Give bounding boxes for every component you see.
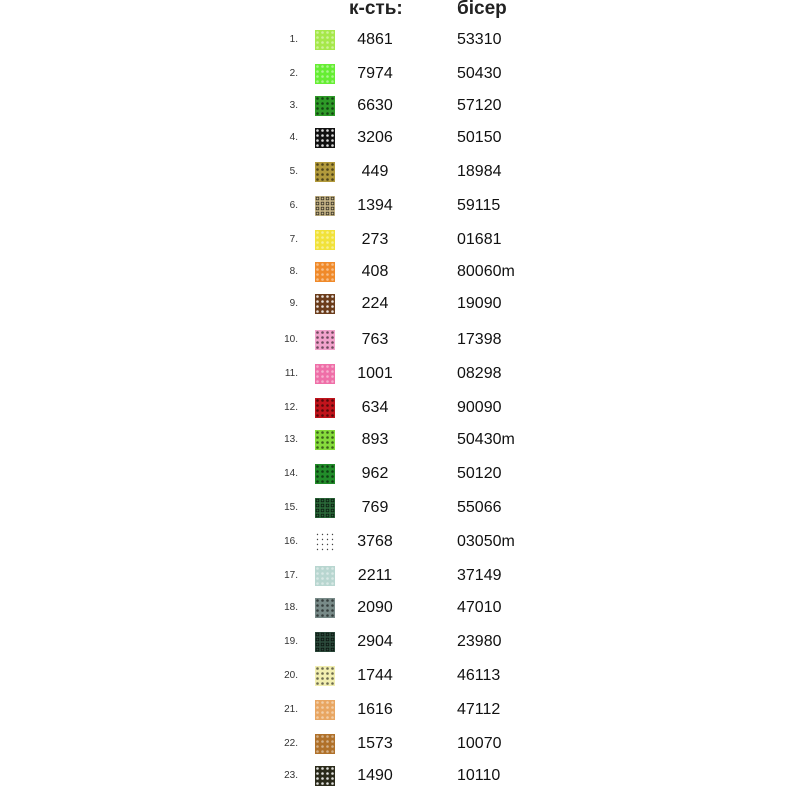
color-swatch-icon — [315, 30, 335, 50]
color-swatch-icon — [315, 430, 335, 450]
bead-column-header: бісер — [457, 0, 507, 19]
legend-row — [0, 492, 800, 524]
row-number: 23. — [284, 770, 298, 781]
legend-row — [0, 760, 800, 792]
color-swatch-icon — [315, 734, 335, 754]
row-number: 20. — [284, 670, 298, 681]
stitch-count: 408 — [361, 263, 389, 280]
color-swatch-icon — [315, 566, 335, 586]
stitch-count: 1573 — [357, 735, 393, 752]
bead-code: 57120 — [457, 97, 502, 114]
stitch-count: 2904 — [357, 633, 393, 650]
row-number: 7. — [289, 234, 298, 245]
bead-code: 10070 — [457, 735, 502, 752]
color-swatch-icon — [315, 364, 335, 384]
row-number: 4. — [289, 132, 298, 143]
legend-row — [0, 660, 800, 692]
legend-row — [0, 592, 800, 624]
bead-code: 47010 — [457, 599, 502, 616]
color-swatch-icon — [315, 64, 335, 84]
color-swatch-icon — [315, 128, 335, 148]
color-swatch-icon — [315, 598, 335, 618]
stitch-count: 1744 — [357, 667, 393, 684]
color-swatch-icon — [315, 262, 335, 282]
legend-row — [0, 626, 800, 658]
row-number: 16. — [284, 536, 298, 547]
bead-code: 37149 — [457, 567, 502, 584]
row-number: 14. — [284, 468, 298, 479]
row-number: 3. — [289, 100, 298, 111]
legend-row — [0, 122, 800, 154]
stitch-count: 763 — [361, 331, 389, 348]
bead-code: 80060m — [457, 263, 515, 280]
stitch-count: 1001 — [357, 365, 393, 382]
count-column-header: к-сть: — [349, 0, 403, 19]
color-swatch-icon — [315, 196, 335, 216]
color-swatch-icon — [315, 398, 335, 418]
color-swatch-icon — [315, 666, 335, 686]
stitch-count: 2211 — [357, 567, 393, 584]
color-swatch-icon — [315, 532, 335, 552]
row-number: 22. — [284, 738, 298, 749]
bead-code: 50430 — [457, 65, 502, 82]
color-swatch-icon — [315, 330, 335, 350]
row-number: 19. — [284, 636, 298, 647]
row-number: 5. — [289, 166, 298, 177]
bead-code: 03050m — [457, 533, 515, 550]
row-number: 2. — [289, 68, 298, 79]
bead-code: 90090 — [457, 399, 502, 416]
bead-code: 55066 — [457, 499, 502, 516]
bead-code: 50120 — [457, 465, 502, 482]
bead-code: 19090 — [457, 295, 502, 312]
bead-code: 59115 — [457, 197, 501, 214]
legend-row — [0, 90, 800, 122]
legend-row — [0, 728, 800, 760]
bead-code: 46113 — [457, 667, 501, 684]
color-swatch-icon — [315, 464, 335, 484]
stitch-count: 634 — [361, 399, 389, 416]
color-swatch-icon — [315, 230, 335, 250]
row-number: 18. — [284, 602, 298, 613]
bead-code: 23980 — [457, 633, 502, 650]
legend-row — [0, 256, 800, 288]
color-swatch-icon — [315, 162, 335, 182]
color-swatch-icon — [315, 294, 335, 314]
stitch-count: 224 — [361, 295, 389, 312]
row-number: 15. — [284, 502, 298, 513]
color-swatch-icon — [315, 700, 335, 720]
row-number: 9. — [289, 298, 298, 309]
legend-row — [0, 526, 800, 558]
bead-code: 17398 — [457, 331, 502, 348]
legend-row — [0, 694, 800, 726]
stitch-count: 6630 — [357, 97, 393, 114]
bead-code: 53310 — [457, 31, 502, 48]
color-swatch-icon — [315, 766, 335, 786]
row-number: 21. — [284, 704, 298, 715]
stitch-count: 3768 — [357, 533, 393, 550]
legend-row — [0, 324, 800, 356]
row-number: 1. — [289, 34, 298, 45]
bead-code: 08298 — [457, 365, 502, 382]
row-number: 12. — [284, 402, 298, 413]
legend-row — [0, 58, 800, 90]
color-swatch-icon — [315, 498, 335, 518]
legend-header — [0, 0, 800, 22]
row-number: 10. — [284, 334, 298, 345]
bead-code: 18984 — [457, 163, 502, 180]
row-number: 17. — [284, 570, 298, 581]
stitch-count: 2090 — [357, 599, 393, 616]
color-swatch-icon — [315, 632, 335, 652]
stitch-count: 1490 — [357, 767, 393, 784]
stitch-count: 273 — [361, 231, 389, 248]
row-number: 8. — [289, 266, 298, 277]
row-number: 13. — [284, 434, 298, 445]
stitch-count: 769 — [361, 499, 389, 516]
stitch-count: 7974 — [357, 65, 393, 82]
legend-row — [0, 458, 800, 490]
bead-code: 50430m — [457, 431, 515, 448]
stitch-count: 962 — [361, 465, 389, 482]
stitch-count: 1394 — [357, 197, 393, 214]
bead-code: 10110 — [457, 767, 501, 784]
color-swatch-icon — [315, 96, 335, 116]
stitch-count: 3206 — [357, 129, 393, 146]
stitch-count: 1616 — [357, 701, 393, 718]
legend-row — [0, 224, 800, 256]
legend-row — [0, 560, 800, 592]
legend-row — [0, 424, 800, 456]
legend-row — [0, 358, 800, 390]
legend-row — [0, 392, 800, 424]
legend-row — [0, 156, 800, 188]
row-number: 11. — [284, 368, 298, 379]
legend-row — [0, 288, 800, 320]
legend-row — [0, 24, 800, 56]
bead-code: 01681 — [457, 231, 502, 248]
row-number: 6. — [289, 200, 298, 211]
legend-row — [0, 190, 800, 222]
bead-code: 50150 — [457, 129, 502, 146]
bead-code: 47112 — [457, 701, 501, 718]
stitch-count: 893 — [361, 431, 389, 448]
stitch-count: 4861 — [357, 31, 393, 48]
stitch-count: 449 — [361, 163, 389, 180]
